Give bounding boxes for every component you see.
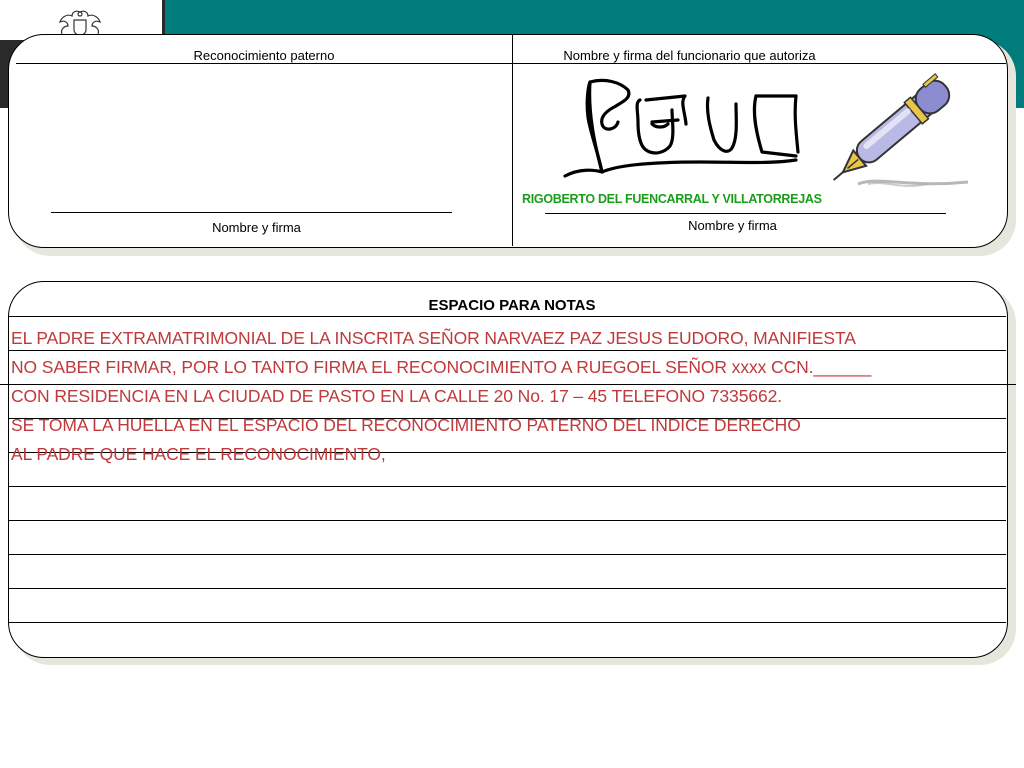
left-name-signature-label: Nombre y firma: [212, 220, 301, 235]
notes-rule: [9, 486, 1006, 487]
note-line: CON RESIDENCIA EN LA CIUDAD DE PASTO EN LA CALLE 20 No. 17 – 45 TELEFONO 7335662.: [11, 386, 782, 406]
handwritten-signature: [560, 72, 810, 180]
fountain-pen-icon: [818, 66, 978, 194]
note-line: AL PADRE QUE HACE EL RECONOCIMIENTO,: [11, 444, 386, 464]
official-signature-header: Nombre y firma del funcionario que autoriza: [563, 48, 816, 63]
note-line: SE TOMA LA HUELLA EN EL ESPACIO DEL RECONOCIMIENTO PATERNO DEL INDICE DERECHO: [11, 415, 801, 435]
note-line: EL PADRE EXTRAMATRIMONIAL DE LA INSCRITA SEÑOR NARVAEZ PAZ JESUS EUDORO, MANIFIESTA: [11, 328, 856, 348]
notes-rule: [9, 520, 1006, 521]
notes-rule: [0, 384, 1016, 385]
right-name-signature-label: Nombre y firma: [688, 218, 777, 233]
official-name: RIGOBERTO DEL FUENCARRAL Y VILLATORREJAS: [522, 192, 822, 206]
notes-rule: [9, 554, 1006, 555]
signature-header-divider: [16, 63, 1006, 64]
right-signature-line: [545, 213, 946, 214]
left-signature-line: [51, 212, 452, 213]
notes-rule: [9, 588, 1006, 589]
signature-column-divider: [512, 35, 513, 246]
notes-rule: [9, 350, 1006, 351]
notes-rule: [9, 316, 1006, 317]
paternal-recognition-header: Reconocimiento paterno: [193, 48, 335, 63]
notes-rule: [9, 622, 1006, 623]
notes-title: ESPACIO PARA NOTAS: [428, 297, 596, 314]
note-line: NO SABER FIRMAR, POR LO TANTO FIRMA EL RECONOCIMIENTO A RUEGOEL SEÑOR xxxx CCN.______: [11, 357, 872, 377]
